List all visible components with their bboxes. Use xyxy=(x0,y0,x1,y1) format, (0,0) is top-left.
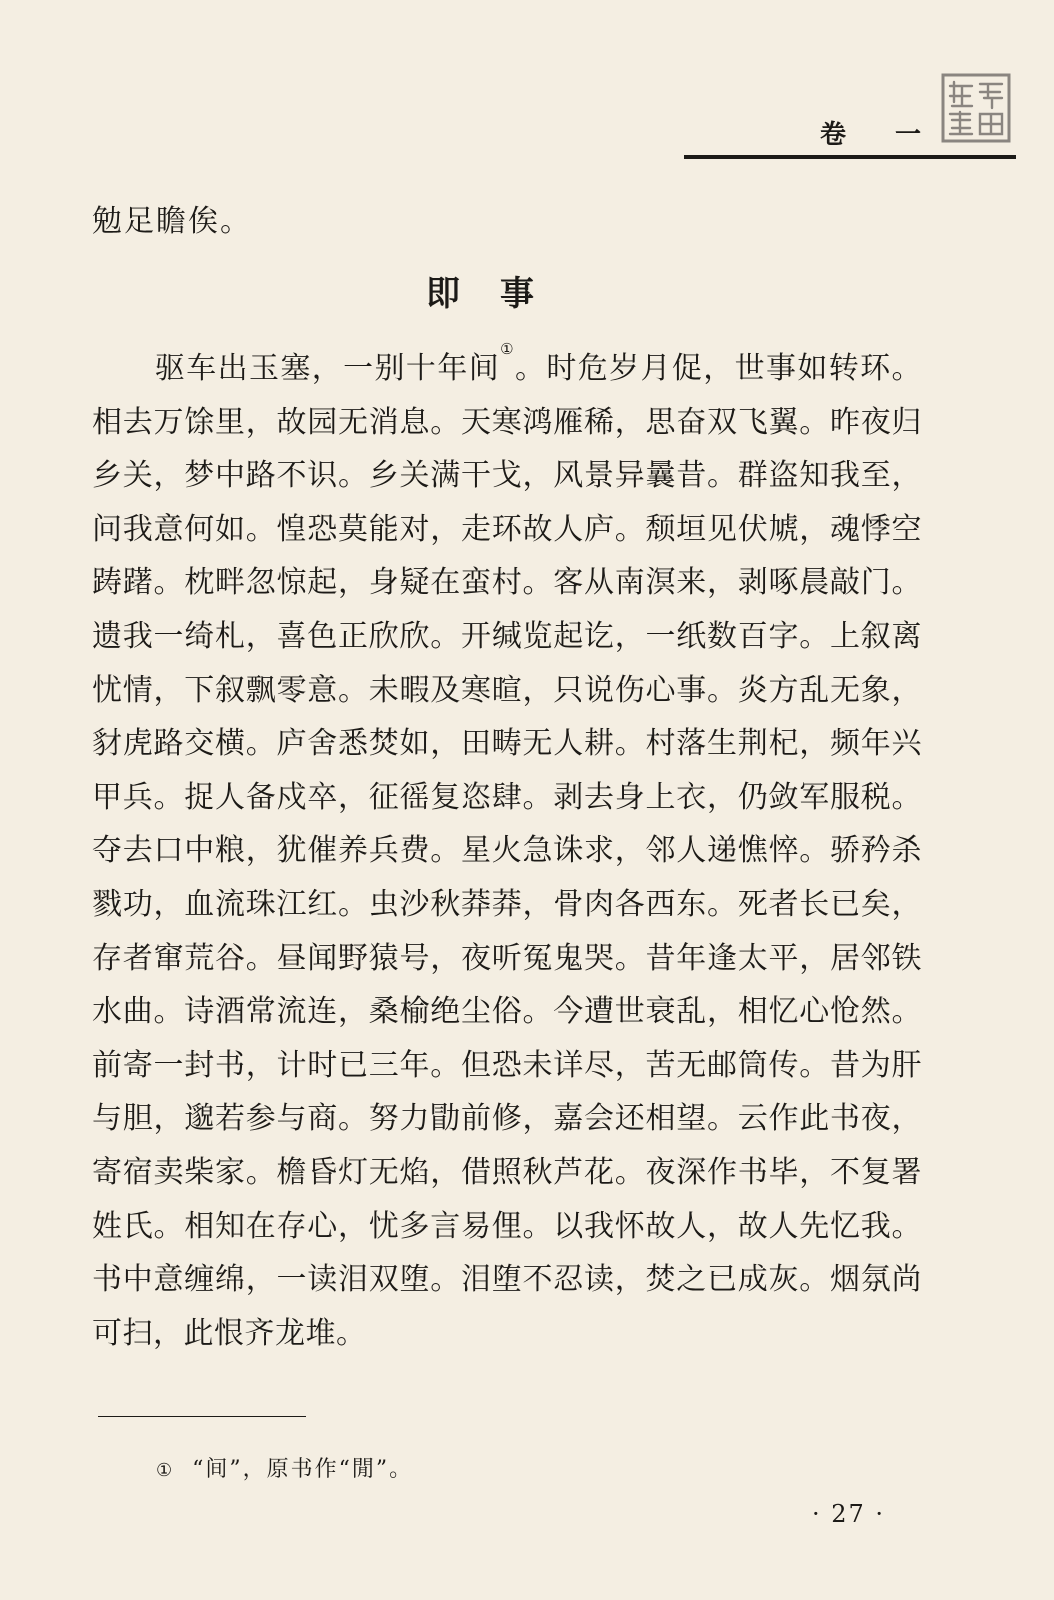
continued-line: 勉足瞻俟。 xyxy=(92,204,252,239)
footnote xyxy=(156,1452,413,1483)
footnote-mark: ① xyxy=(156,1460,175,1481)
poem-text-part-2: 。时危岁月促，世事如转环。相去万馀里，故园无消息。天寒鸿雁稀，思奋双飞翼。昨夜归乡关，梦中路不识。乡关满干戈，风景异曩昔。群盗知我至，问我意何如。惶恐莫能对，走环故人庐。颓垣见伏虓，魂悸空踌躇。枕畔忽惊起，身疑在蛮村。客从南溟来，剥啄晨敲门。遗我一绮札，喜色正欣欣。开缄览起讫，一纸数百字。上叙离忧情，下叙飘零意。未暇及寒暄，只说伤心事。炎方乱无象，豺虎路交横。庐舍悉焚如，田畴无人耕。村落生荆杞，频年兴甲兵。捉人备戍卒，征徭复恣肆。剥去身上衣，仍敛军服税。夺去口中粮，犹催养兵费。星火急诛求，邻人递憔悴。骄矜杀戮功，血流珠江红。虫沙秋莽莽，骨肉各西东。死者长已矣，存者窜荒谷。昼闻野猿号，夜听冤鬼哭。昔年逢太平，居邻铁水曲。诗酒常流连，桑榆绝尘俗。今遭世衰乱，相忆心怆然。前寄一封书，计时已三年。但恐未详尽，苦无邮筒传。昔为肝与胆，邈若参与商。努力勖前修，嘉会还相望。云作此书夜，寄宿卖柴家。檐昏灯无焰，借照秋芦花。夜深作书毕，不复署姓氏。相知在存心，忧多言易俚。以我怀故人，故人先忆我。书中意缠绵，一读泪双堕。泪堕不忍读，焚之已成灰。烟氛尚可扫，此恨齐龙堆。 xyxy=(92,351,923,1351)
poem-title: 即事 xyxy=(426,274,574,314)
footnote-rule xyxy=(98,1416,306,1417)
chapter-header: 卷 一 xyxy=(820,120,942,150)
footnote-text: “间”，原书作“閒”。 xyxy=(192,1457,414,1482)
seal-stamp-icon xyxy=(940,72,1012,144)
header-rule xyxy=(684,155,1016,159)
footnote-reference: ① xyxy=(500,340,515,358)
poem-text-part-1: 驱车出玉塞，一别十年间 xyxy=(154,351,501,386)
poem-body xyxy=(92,342,922,1360)
page-number: · 27 · xyxy=(812,1500,886,1528)
